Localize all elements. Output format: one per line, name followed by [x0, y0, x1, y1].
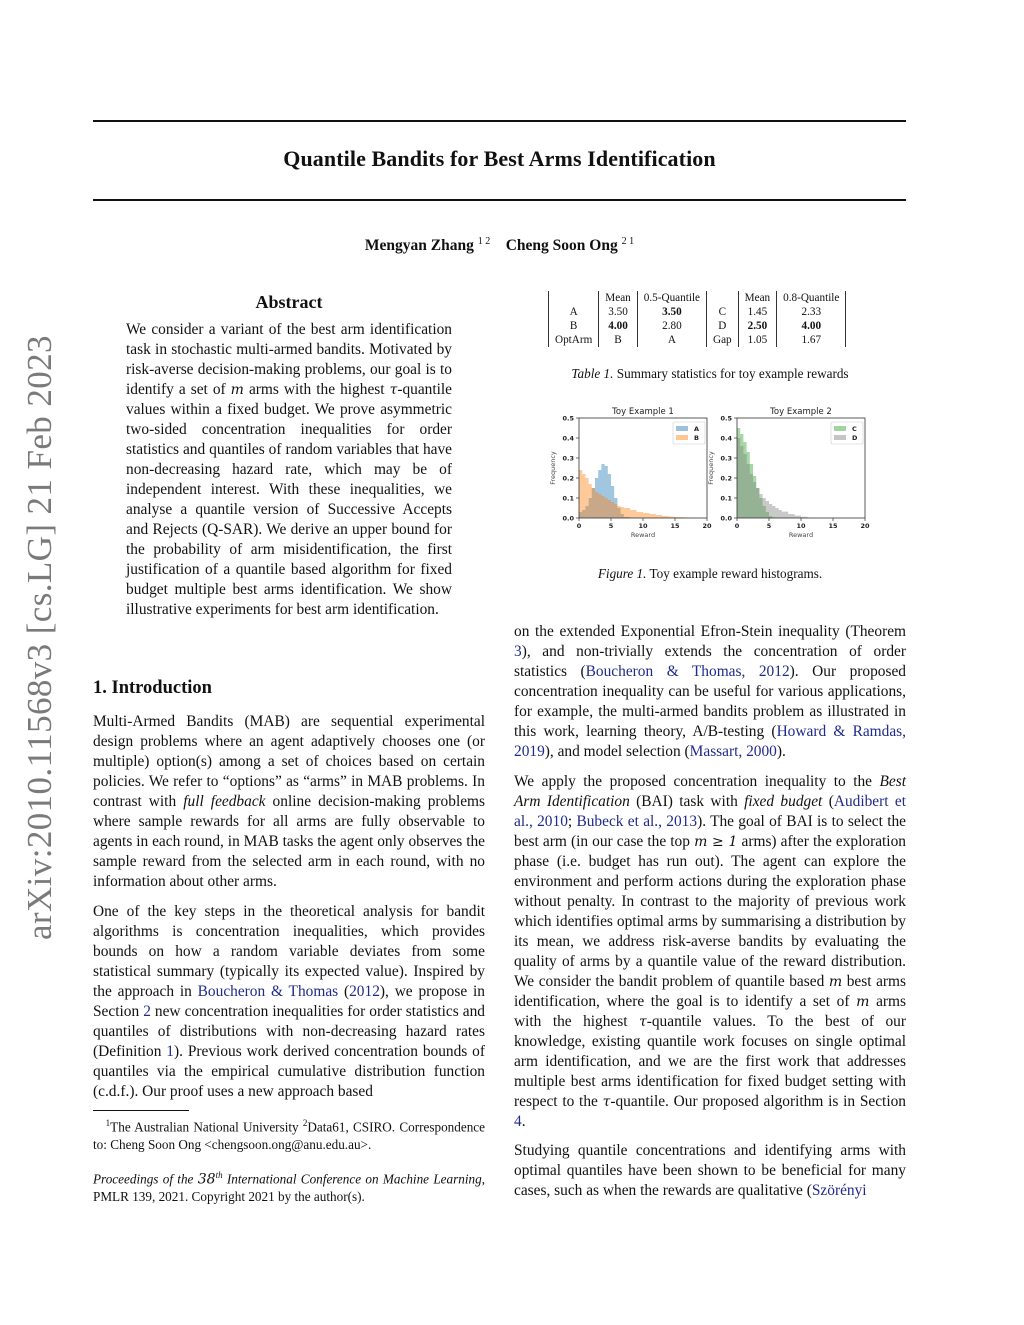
y-tick-label: 0.0	[720, 514, 732, 523]
caption-label: Table 1.	[571, 366, 614, 381]
text: ), and non-trivially extends the concentration of order statistics (	[514, 643, 906, 680]
citation-link[interactable]: Boucheron & Thomas	[197, 983, 339, 1000]
author-name: Mengyan Zhang	[364, 237, 474, 254]
chart-title: Toy Example 1	[612, 407, 674, 417]
text: (	[338, 983, 350, 1000]
chart-panel-2	[707, 407, 870, 539]
legend-label: C	[852, 425, 857, 433]
math-tau: τ	[389, 382, 398, 398]
table-cell: A	[549, 305, 599, 319]
math-expression: m ≥ 1	[694, 834, 738, 850]
title-rule-bottom	[93, 199, 906, 201]
math-m: m	[828, 974, 843, 990]
title-rule-top	[93, 120, 906, 122]
proceedings-notice	[93, 1166, 485, 1206]
chart-panel-1	[549, 407, 712, 539]
emphasis: full feedback	[183, 793, 266, 810]
author-affiliation: 2 1	[621, 236, 635, 247]
intro-paragraph	[93, 902, 485, 1102]
section-ref-link[interactable]: 4	[514, 1113, 522, 1130]
text: ;	[567, 813, 577, 830]
table-cell: 4.00	[599, 319, 637, 333]
legend-swatch-C	[834, 426, 846, 431]
section-ref-link[interactable]: 2	[143, 1003, 151, 1020]
text: ), and model selection (	[544, 743, 690, 760]
x-tick-label: 20	[860, 522, 870, 530]
histogram-series-D	[737, 438, 865, 518]
x-axis-label: Reward	[788, 531, 814, 539]
table-cell: 3.50	[599, 305, 637, 319]
figure-toy-histograms	[543, 404, 873, 544]
theorem-ref-link[interactable]: 3	[514, 643, 522, 660]
x-tick-label: 5	[766, 522, 772, 530]
citation-link[interactable]: Audibert et al., 2010	[514, 793, 907, 830]
footnote-affiliations	[93, 1114, 485, 1154]
table-header-cell: 0.8-Quantile	[777, 291, 846, 305]
math-number: 38	[197, 1171, 216, 1188]
x-axis-label: Reward	[630, 531, 656, 539]
y-tick-label: 0.2	[720, 474, 732, 483]
x-tick-label: 10	[638, 522, 648, 530]
y-tick-label: 0.3	[562, 454, 574, 463]
table-cell: OptArm	[549, 333, 599, 347]
math-m: m	[230, 382, 244, 398]
body-paragraph	[514, 772, 906, 1132]
legend-box	[673, 422, 705, 444]
x-tick-label: 10	[796, 522, 806, 530]
y-axis-label: Frequency	[549, 451, 557, 485]
text: (BAI) task with	[629, 793, 745, 810]
text: new concentration inequalities for order statistics and quantiles of distributions with non-decreasing hazard rates (Definition	[93, 1003, 485, 1060]
citation-link[interactable]: Massart, 2000	[689, 743, 777, 760]
text: ). The goal of BAI is to select the best arm (in our case the top	[514, 813, 906, 850]
author-affiliation: 1 2	[477, 236, 491, 247]
abstract-heading: Abstract	[255, 292, 323, 312]
text: arms) after the exploration phase (i.e. budget has run out). The agent can explore the environment and perform actions during the exploration phase without penalty. In contrast to the majority of previous work which identifies optimal arms by summarising a distribution by its mean, we address risk-averse bandits by evaluating the quality of arms by a quantile value of the reward distribution. We consider the bandit problem of quantile based	[514, 833, 906, 990]
table-cell: 3.50	[637, 305, 706, 319]
text: -quantile. Our proposed algorithm is in Section	[610, 1093, 906, 1110]
text: International Conference on Machine Learning	[222, 1171, 482, 1187]
citation-link[interactable]: 2012	[349, 983, 380, 1000]
table-cell: 2.33	[777, 305, 846, 319]
text: We consider a variant of the best arm identification task in stochastic multi-armed bandits. Motivated by risk-averse decision-making problems, our goal is to identify a set of	[126, 321, 452, 398]
text: (	[822, 793, 834, 810]
y-tick-label: 0.0	[562, 514, 574, 523]
footnote-mark: 2	[302, 1118, 308, 1128]
paper-title: Quantile Bandits for Best Arms Identification	[283, 146, 716, 171]
superscript: th	[215, 1170, 223, 1180]
table-cell: 1.45	[738, 305, 776, 319]
citation-link[interactable]: Boucheron & Thomas, 2012	[585, 663, 790, 680]
footnote-rule	[93, 1110, 189, 1111]
legend-label: D	[852, 434, 858, 442]
table-header-cell: Mean	[599, 291, 637, 305]
table-cell: D	[707, 319, 739, 333]
text: , PMLR 139, 2021. Copyright 2021 by the author(s).	[93, 1171, 485, 1205]
citation-link[interactable]: Bubeck et al., 2013	[576, 813, 698, 830]
author-list	[93, 236, 906, 255]
text: ). Previous work derived concentration bounds of quantiles via the empirical cumulative distribution function (c.d.f.). Our proof uses a new approach based	[93, 1043, 485, 1100]
table-cell: A	[637, 333, 706, 347]
abstract-body	[126, 320, 452, 620]
table-cell: B	[599, 333, 637, 347]
emphasis: fixed budget	[744, 793, 823, 810]
table-cell: 1.05	[738, 333, 776, 347]
table-row	[549, 305, 846, 319]
text: Proceedings of the	[93, 1171, 198, 1187]
definition-ref-link[interactable]: 1	[166, 1043, 174, 1060]
text: We apply the proposed concentration inequality to the	[514, 773, 880, 790]
figure-caption	[514, 566, 906, 582]
text: best arms identification, where the goal is to identify a set of	[514, 973, 906, 1010]
table-cell: C	[707, 305, 739, 319]
legend-label: B	[694, 434, 699, 442]
x-tick-label: 0	[576, 522, 582, 530]
text: arms with the highest	[514, 993, 907, 1030]
emphasis: Best Arm Identification	[514, 773, 906, 810]
text: Multi-Armed Bandits (MAB) are sequential experimental design problems where an agent adaptively chooses one (or multiple) option(s) among a set of choices based on certain policies. We refer to “options” as “arms” in MAB problems. In contrast with	[93, 713, 485, 810]
table-cell: Gap	[707, 333, 739, 347]
y-tick-label: 0.4	[562, 434, 574, 443]
table-caption	[514, 366, 906, 382]
table-header-cell	[707, 291, 739, 305]
x-tick-label: 0	[734, 522, 740, 530]
caption-text: Toy example reward histograms.	[646, 566, 823, 581]
y-tick-label: 0.2	[562, 474, 574, 483]
x-tick-label: 5	[608, 522, 614, 530]
section-heading-introduction: 1. Introduction	[93, 678, 212, 698]
math-tau: τ	[602, 1094, 611, 1110]
caption-text: Summary statistics for toy example rewards	[613, 366, 849, 381]
intro-paragraph	[93, 712, 485, 892]
arxiv-stamp: arXiv:2010.11568v3 [cs.LG] 21 Feb 2023	[20, 335, 59, 940]
table-cell: B	[549, 319, 599, 333]
body-paragraph	[514, 1141, 906, 1201]
text: online decision-making problems where sample rewards for all arms are fully observable to agents in each round, in MAB tasks the agent only observes the sample reward from the selected arm in each round, with no information about other arms.	[93, 793, 486, 890]
y-tick-label: 0.4	[720, 434, 732, 443]
y-tick-label: 0.5	[562, 414, 574, 423]
summary-statistics-table	[548, 291, 846, 347]
legend-box	[831, 422, 863, 444]
chart-title: Toy Example 2	[770, 407, 832, 417]
x-tick-label: 20	[702, 522, 712, 530]
text: -quantile values. To the best of our knowledge, existing quantile work focuses on single optimal arm identification, and we are the first work that addresses multiple best arms identification for fixed budget setting with respect to the	[514, 1013, 906, 1110]
citation-link[interactable]: Howard & Ramdas, 2019	[514, 723, 907, 760]
text: arms with the highest	[243, 381, 390, 398]
x-tick-label: 15	[828, 522, 838, 530]
table-header-cell: 0.5-Quantile	[637, 291, 706, 305]
footnote-mark: 1	[105, 1118, 111, 1128]
legend-swatch-A	[676, 426, 688, 431]
text: on the extended Exponential Efron-Stein inequality (Theorem	[514, 623, 906, 640]
text: ). Our proposed concentration inequality can be useful for various applications, for example, the multi-armed bandits problem as illustrated in this work, learning theory, A/B-testing (	[514, 663, 906, 740]
table-row	[549, 319, 846, 333]
y-axis-label: Frequency	[707, 451, 715, 485]
x-tick-label: 15	[670, 522, 680, 530]
caption-label: Figure 1.	[597, 566, 647, 581]
math-tau: τ	[638, 1014, 647, 1030]
citation-link[interactable]: Szörényi	[811, 1182, 867, 1199]
table-cell: 1.67	[777, 333, 846, 347]
text: ).	[776, 743, 786, 760]
text: ), we propose in Section	[93, 983, 485, 1020]
text: The Australian National University	[110, 1119, 303, 1135]
text: Data61, CSIRO. Correspondence to: Cheng Soon Ong <chengsoon.ong@anu.edu.au>.	[93, 1119, 486, 1153]
legend-swatch-B	[676, 435, 688, 440]
text: One of the key steps in the theoretical analysis for bandit algorithms is concentration inequalities, which provides bounds on how a random variable deviates from some statistical summary (typically its expected value). Inspired by the approach in	[93, 903, 485, 1000]
body-paragraph	[514, 622, 906, 762]
table-cell: 2.50	[738, 319, 776, 333]
author-name: Cheng Soon Ong	[505, 237, 618, 254]
text: -quantile values within a fixed budget. We prove asymmetric two-sided concentration inequalities for order statistics and quantiles of random variables that have non-decreasing hazard rate, which may be of independent interest. With these inequalities, we analyse a quantile version of Successive Accepts and Rejects (Q-SAR). We derive an upper bound for the probability of arm misidentification, the first justification of a quantile based algorithm for fixed budget multiple best arms identification. We show illustrative experiments for best arm identification.	[126, 381, 453, 618]
table-header-cell: Mean	[738, 291, 776, 305]
y-tick-label: 0.3	[720, 454, 732, 463]
y-tick-label: 0.5	[720, 414, 732, 423]
y-tick-label: 0.1	[720, 494, 732, 503]
table-cell: 4.00	[777, 319, 846, 333]
text: Studying quantile concentrations and identifying arms with optimal quantiles have been shown to be beneficial for many cases, such as when the rewards are qualitative (	[514, 1142, 906, 1199]
table-row	[549, 333, 846, 347]
legend-label: A	[694, 425, 700, 433]
table-header-row	[549, 291, 846, 305]
y-tick-label: 0.1	[562, 494, 574, 503]
math-m: m	[856, 994, 870, 1010]
legend-swatch-D	[834, 435, 846, 440]
table-header-cell	[549, 291, 599, 305]
text: .	[521, 1113, 526, 1130]
table-cell: 2.80	[637, 319, 706, 333]
